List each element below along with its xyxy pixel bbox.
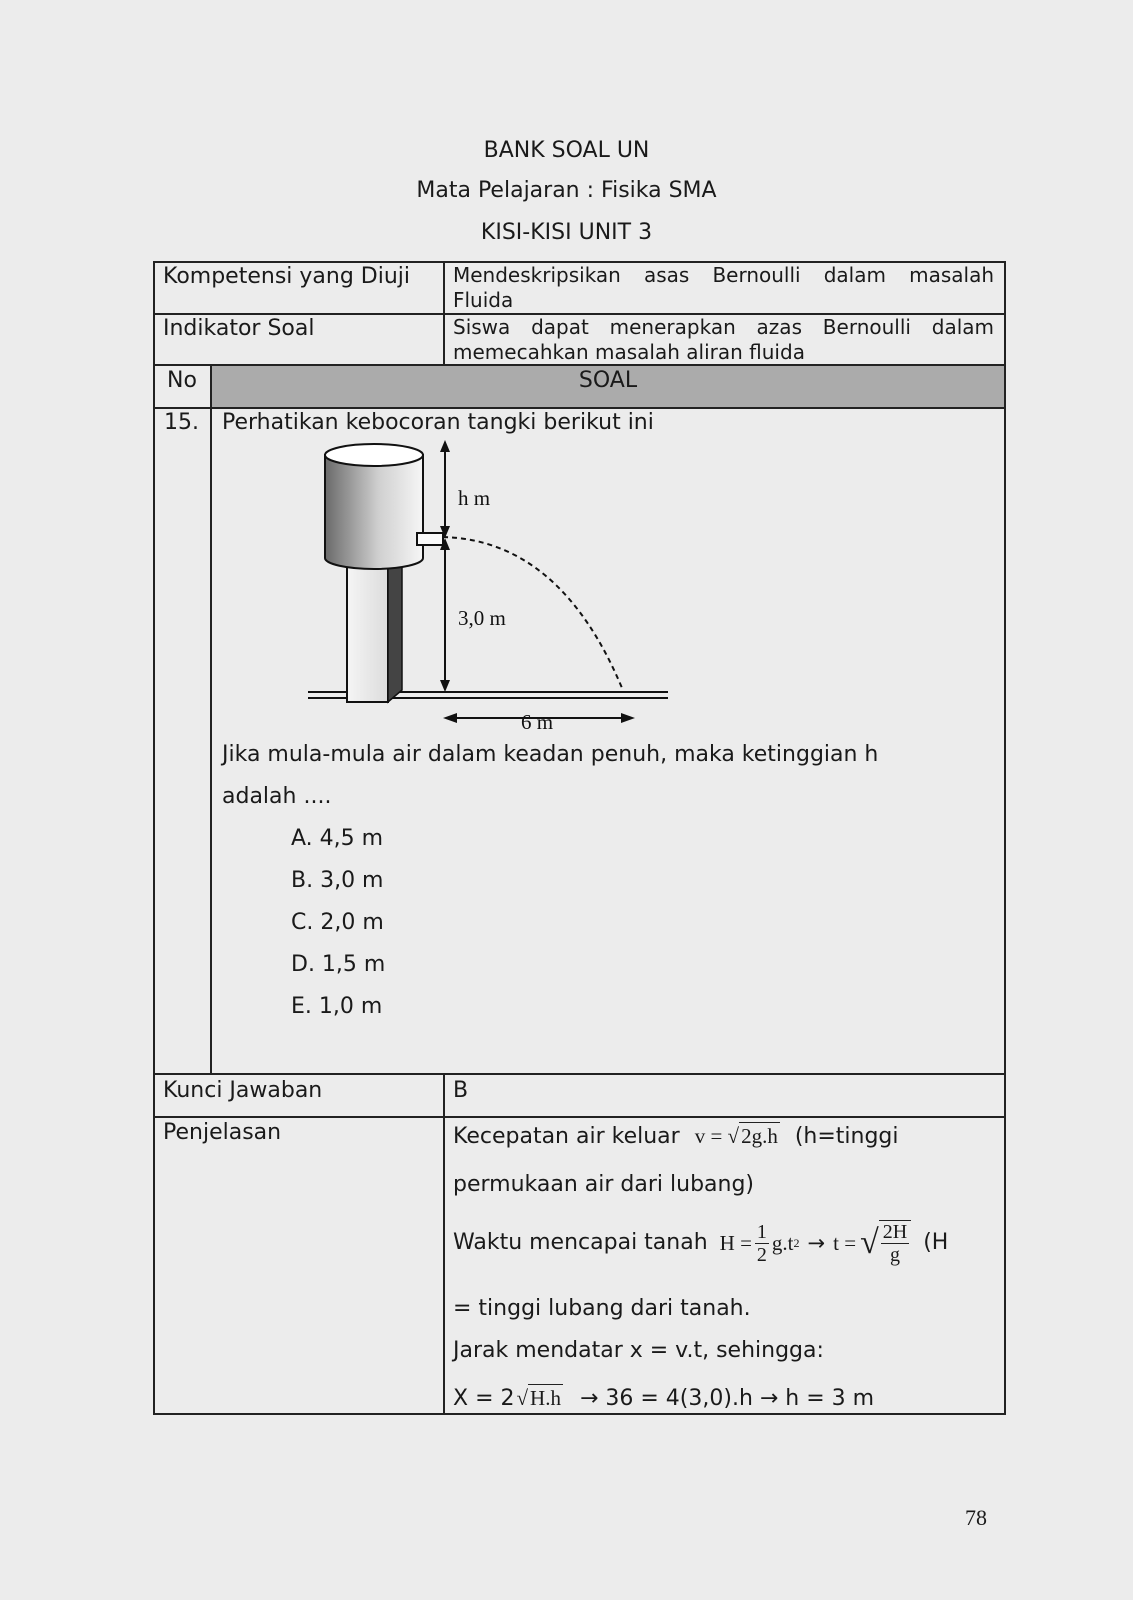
kompetensi-value-line2: Fluida bbox=[453, 288, 514, 312]
page-number: 78 bbox=[965, 1505, 987, 1530]
explanation-line1 bbox=[453, 1122, 899, 1150]
option-d: D. 1,5 m bbox=[291, 952, 386, 977]
kunci-value: B bbox=[453, 1078, 469, 1103]
indikator-label: Indikator Soal bbox=[163, 316, 315, 341]
explanation-line4: = tinggi lubang dari tanah. bbox=[453, 1296, 751, 1321]
question-body-line2: adalah .... bbox=[222, 784, 332, 809]
explanation-line6: X = 2√H.h → 36 = 4(3,0).h → h = 3 m bbox=[453, 1386, 875, 1411]
option-c: C. 2,0 m bbox=[291, 910, 384, 935]
kompetensi-value-line1: Mendeskripsikan asas Bernoulli dalam masalah bbox=[453, 263, 994, 287]
indikator-value-line1: Siswa dapat menerapkan azas Bernoulli dalam bbox=[453, 315, 994, 339]
explanation-line1-text: Kecepatan air keluar bbox=[453, 1124, 680, 1149]
doc-unit: KISI-KISI UNIT 3 bbox=[480, 220, 653, 245]
doc-title: BANK SOAL UN bbox=[483, 138, 650, 163]
col-header-no: No bbox=[167, 368, 197, 393]
question-number: 15. bbox=[164, 410, 199, 435]
option-a: A. 4,5 m bbox=[291, 826, 384, 851]
height-dimension-arrow bbox=[440, 538, 450, 692]
explanation-line3-note: (H bbox=[923, 1230, 949, 1255]
kompetensi-label: Kompetensi yang Diuji bbox=[163, 264, 411, 289]
explanation-line3-text: Waktu mencapai tanah bbox=[453, 1230, 708, 1255]
tank-stand bbox=[347, 564, 402, 702]
explanation-line3 bbox=[453, 1220, 948, 1266]
formula-v: v = √2g.h bbox=[694, 1124, 778, 1148]
penjelasan-label: Penjelasan bbox=[163, 1120, 282, 1145]
option-e: E. 1,0 m bbox=[291, 994, 383, 1019]
formula-free-fall: H = $\frac{1}{2}$ g.t 2 → t = √ $\frac{2H}{g}$ bbox=[720, 1220, 912, 1266]
label-h: h m bbox=[458, 486, 491, 510]
leak-spout bbox=[417, 533, 443, 545]
question-body-line1: Jika mula-mula air dalam keadan penuh, maka ketinggian h bbox=[222, 742, 879, 767]
explanation-line1-note: (h=tinggi bbox=[794, 1124, 899, 1149]
h-dimension-arrow bbox=[440, 440, 450, 538]
label-height: 3,0 m bbox=[458, 606, 506, 630]
col-header-soal: SOAL bbox=[578, 368, 638, 393]
question-intro: Perhatikan kebocoran tangki berikut ini bbox=[222, 410, 654, 435]
doc-subject: Mata Pelajaran : Fisika SMA bbox=[416, 178, 717, 203]
option-b: B. 3,0 m bbox=[291, 868, 384, 893]
explanation-line5: Jarak mendatar x = v.t, sehingga: bbox=[453, 1338, 824, 1363]
kunci-label: Kunci Jawaban bbox=[163, 1078, 323, 1103]
label-distance: 6 m bbox=[521, 710, 554, 734]
indikator-value-line2: memecahkan masalah aliran fluida bbox=[453, 340, 805, 364]
water-tank bbox=[325, 444, 423, 569]
tank-leak-diagram bbox=[300, 440, 680, 740]
explanation-line2: permukaan air dari lubang) bbox=[453, 1172, 755, 1197]
